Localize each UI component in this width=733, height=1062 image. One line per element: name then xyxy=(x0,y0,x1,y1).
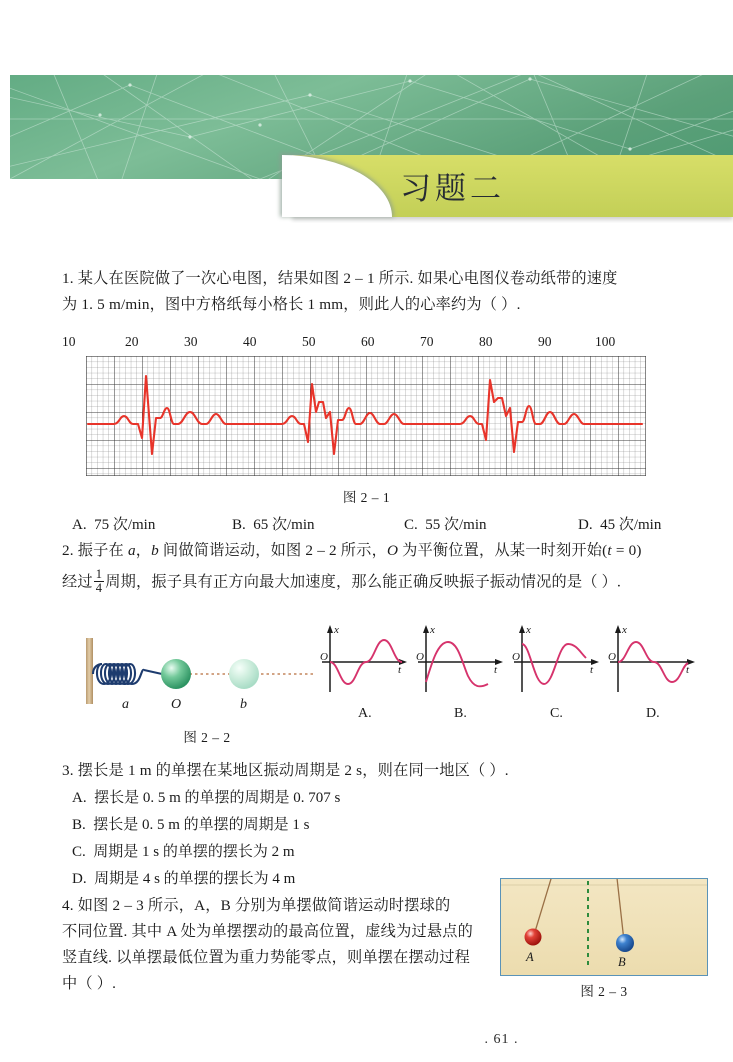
question-2-line-2 xyxy=(0,568,733,596)
svg-text:O: O xyxy=(320,651,328,663)
ecg-tick-70: 70 xyxy=(420,334,434,349)
ecg-tick-60: 60 xyxy=(361,334,375,349)
q2-t1g: 为平衡位置，从某一时刻开始( xyxy=(398,542,608,559)
q2-t1i: = 0) xyxy=(611,542,642,559)
q2-t2a: 经过 xyxy=(62,573,93,591)
q1-option-d xyxy=(578,512,698,538)
ecg-tick-100: 100 xyxy=(595,334,616,349)
q1-option-b-key: B. xyxy=(232,517,246,533)
svg-text:t: t xyxy=(494,664,498,676)
q1-option-d-value: 45 次/min xyxy=(600,517,662,533)
figure-2-3-pendulum xyxy=(500,878,708,976)
question-1-line-1: 1. 某人在医院做了一次心电图，结果如图 2 – 1 所示. 如果心电图仪卷动纸带的速度 xyxy=(62,270,618,287)
q2-fraction-numerator: 1 xyxy=(95,567,103,581)
q3-option-b-value: 摆长是 0. 5 m 的单摆的周期是 1 s xyxy=(93,817,310,833)
ecg-tick-40: 40 xyxy=(243,334,257,349)
q2-var-O: O xyxy=(386,542,399,559)
oscillator-ball-at-O xyxy=(161,659,191,689)
q2-var-a: a xyxy=(127,542,136,559)
fig2-label-a: a xyxy=(122,697,129,712)
fig3-label-b: B xyxy=(618,955,626,969)
graph-option-b xyxy=(416,624,503,721)
ecg-axis-labels xyxy=(62,334,670,356)
question-2-option-graphs xyxy=(320,622,720,727)
fig2-label-b: b xyxy=(240,697,247,712)
figure-2-2-caption: 图 2 – 2 xyxy=(183,730,231,745)
q1-option-a-value: 75 次/min xyxy=(94,517,156,533)
question-4-line-2: 不同位置. 其中 A 处为单摆摆动的最高位置，虚线为过悬点的 xyxy=(62,923,474,940)
graph-option-c xyxy=(512,624,599,721)
q3-option-d-value: 周期是 4 s 的单摆的摆长为 4 m xyxy=(94,871,296,887)
fig3-label-a: A xyxy=(526,950,534,964)
svg-text:O: O xyxy=(608,651,616,663)
q3-option-a-key: A. xyxy=(72,790,87,806)
q3-option-c-value: 周期是 1 s 的单摆的摆长为 2 m xyxy=(93,844,295,860)
pendulum-string-b xyxy=(616,879,624,941)
graph-c-label: C. xyxy=(550,706,563,721)
figure-2-2-spring-oscillator xyxy=(62,626,352,726)
q1-option-b xyxy=(232,512,404,538)
wall xyxy=(86,638,93,704)
q3-option-c xyxy=(0,839,733,865)
graph-a-label: A. xyxy=(358,706,372,721)
pendulum-drawing xyxy=(501,879,707,975)
svg-text:x: x xyxy=(526,624,531,636)
pendulum-string-a xyxy=(534,879,554,935)
q3-option-a xyxy=(0,785,733,811)
question-4-line-4: 中（ ）. xyxy=(62,975,117,992)
spring xyxy=(93,664,162,684)
pendulum-ball-a xyxy=(525,929,542,946)
q3-option-b xyxy=(0,812,733,838)
graph-option-a xyxy=(320,624,407,721)
q2-var-b: b xyxy=(151,542,159,559)
figure-2-3-caption: 图 2 – 3 xyxy=(580,984,628,999)
q1-option-c-key: C. xyxy=(404,517,418,533)
page-number xyxy=(0,1032,733,1048)
q2-var-t: t xyxy=(607,542,612,559)
question-3-text: 3. 摆长是 1 m 的单摆在某地区振动周期是 2 s，则在同一地区（ ）. xyxy=(62,762,509,779)
svg-text:x: x xyxy=(622,624,627,636)
q1-option-b-value: 65 次/min xyxy=(253,517,315,533)
question-1-options xyxy=(0,512,733,538)
chapter-banner xyxy=(10,75,733,223)
svg-text:t: t xyxy=(590,664,594,676)
q2-fraction-denominator: 4 xyxy=(95,581,103,596)
ecg-tick-10: 10 xyxy=(62,334,76,349)
q2-t2b: 周期，振子具有正方向最大加速度，那么能正确反映振子振动情况的是（ ）. xyxy=(105,573,622,591)
q2-t1c: ， xyxy=(135,542,152,559)
svg-text:t: t xyxy=(686,664,690,676)
pendulum-ball-b xyxy=(616,934,634,952)
ecg-tick-20: 20 xyxy=(125,334,139,349)
q3-option-a-value: 摆长是 0. 5 m 的单摆的周期是 0. 707 s xyxy=(94,790,341,806)
question-2-line-1 xyxy=(0,538,733,564)
ecg-chart xyxy=(86,356,646,476)
graph-d-label: D. xyxy=(646,706,660,721)
q2-t1e: 间做简谐运动，如图 2 – 2 所示， xyxy=(158,542,387,559)
q2-t1a: 2. 振子在 xyxy=(62,542,128,559)
ecg-tick-90: 90 xyxy=(538,334,552,349)
q1-option-d-key: D. xyxy=(578,517,593,533)
graph-b-label: B. xyxy=(454,706,467,721)
svg-text:x: x xyxy=(430,624,435,636)
figure-2-1-caption: 图 2 – 1 xyxy=(342,490,391,505)
page-title: 习题二 xyxy=(400,171,505,207)
page-number-value: . 61 . xyxy=(484,1032,519,1047)
q2-fraction-quarter xyxy=(94,568,104,595)
q1-option-a xyxy=(72,512,232,538)
q1-option-c-value: 55 次/min xyxy=(425,517,487,533)
svg-text:O: O xyxy=(416,651,424,663)
svg-text:O: O xyxy=(512,651,520,663)
question-1-line-2: 为 1. 5 m/min，图中方格纸每小格长 1 mm，则此人的心率约为（ ）. xyxy=(62,296,521,313)
fig2-label-O: O xyxy=(171,697,182,712)
q1-option-a-key: A. xyxy=(72,517,87,533)
ecg-tick-30: 30 xyxy=(184,334,198,349)
figure-2-1-ecg xyxy=(62,334,670,480)
q3-option-d-key: D. xyxy=(72,871,87,887)
ecg-tick-50: 50 xyxy=(302,334,316,349)
graph-option-d xyxy=(608,624,695,721)
question-4-line-1: 4. 如图 2 – 3 所示，A，B 分别为单摆做简谐运动时摆球的 xyxy=(62,897,451,914)
ecg-tick-80: 80 xyxy=(479,334,493,349)
q3-option-b-key: B. xyxy=(72,817,86,833)
oscillator-ball-at-b xyxy=(229,659,259,689)
question-4-line-3: 竖直线. 以单摆最低位置为重力势能零点，则单摆在摆动过程 xyxy=(62,949,471,966)
option-graphs-svg xyxy=(320,622,720,727)
svg-text:x: x xyxy=(334,624,339,636)
spring-oscillator-drawing xyxy=(62,626,352,726)
svg-text:t: t xyxy=(398,664,402,676)
q1-option-c xyxy=(404,512,578,538)
q3-option-c-key: C. xyxy=(72,844,86,860)
